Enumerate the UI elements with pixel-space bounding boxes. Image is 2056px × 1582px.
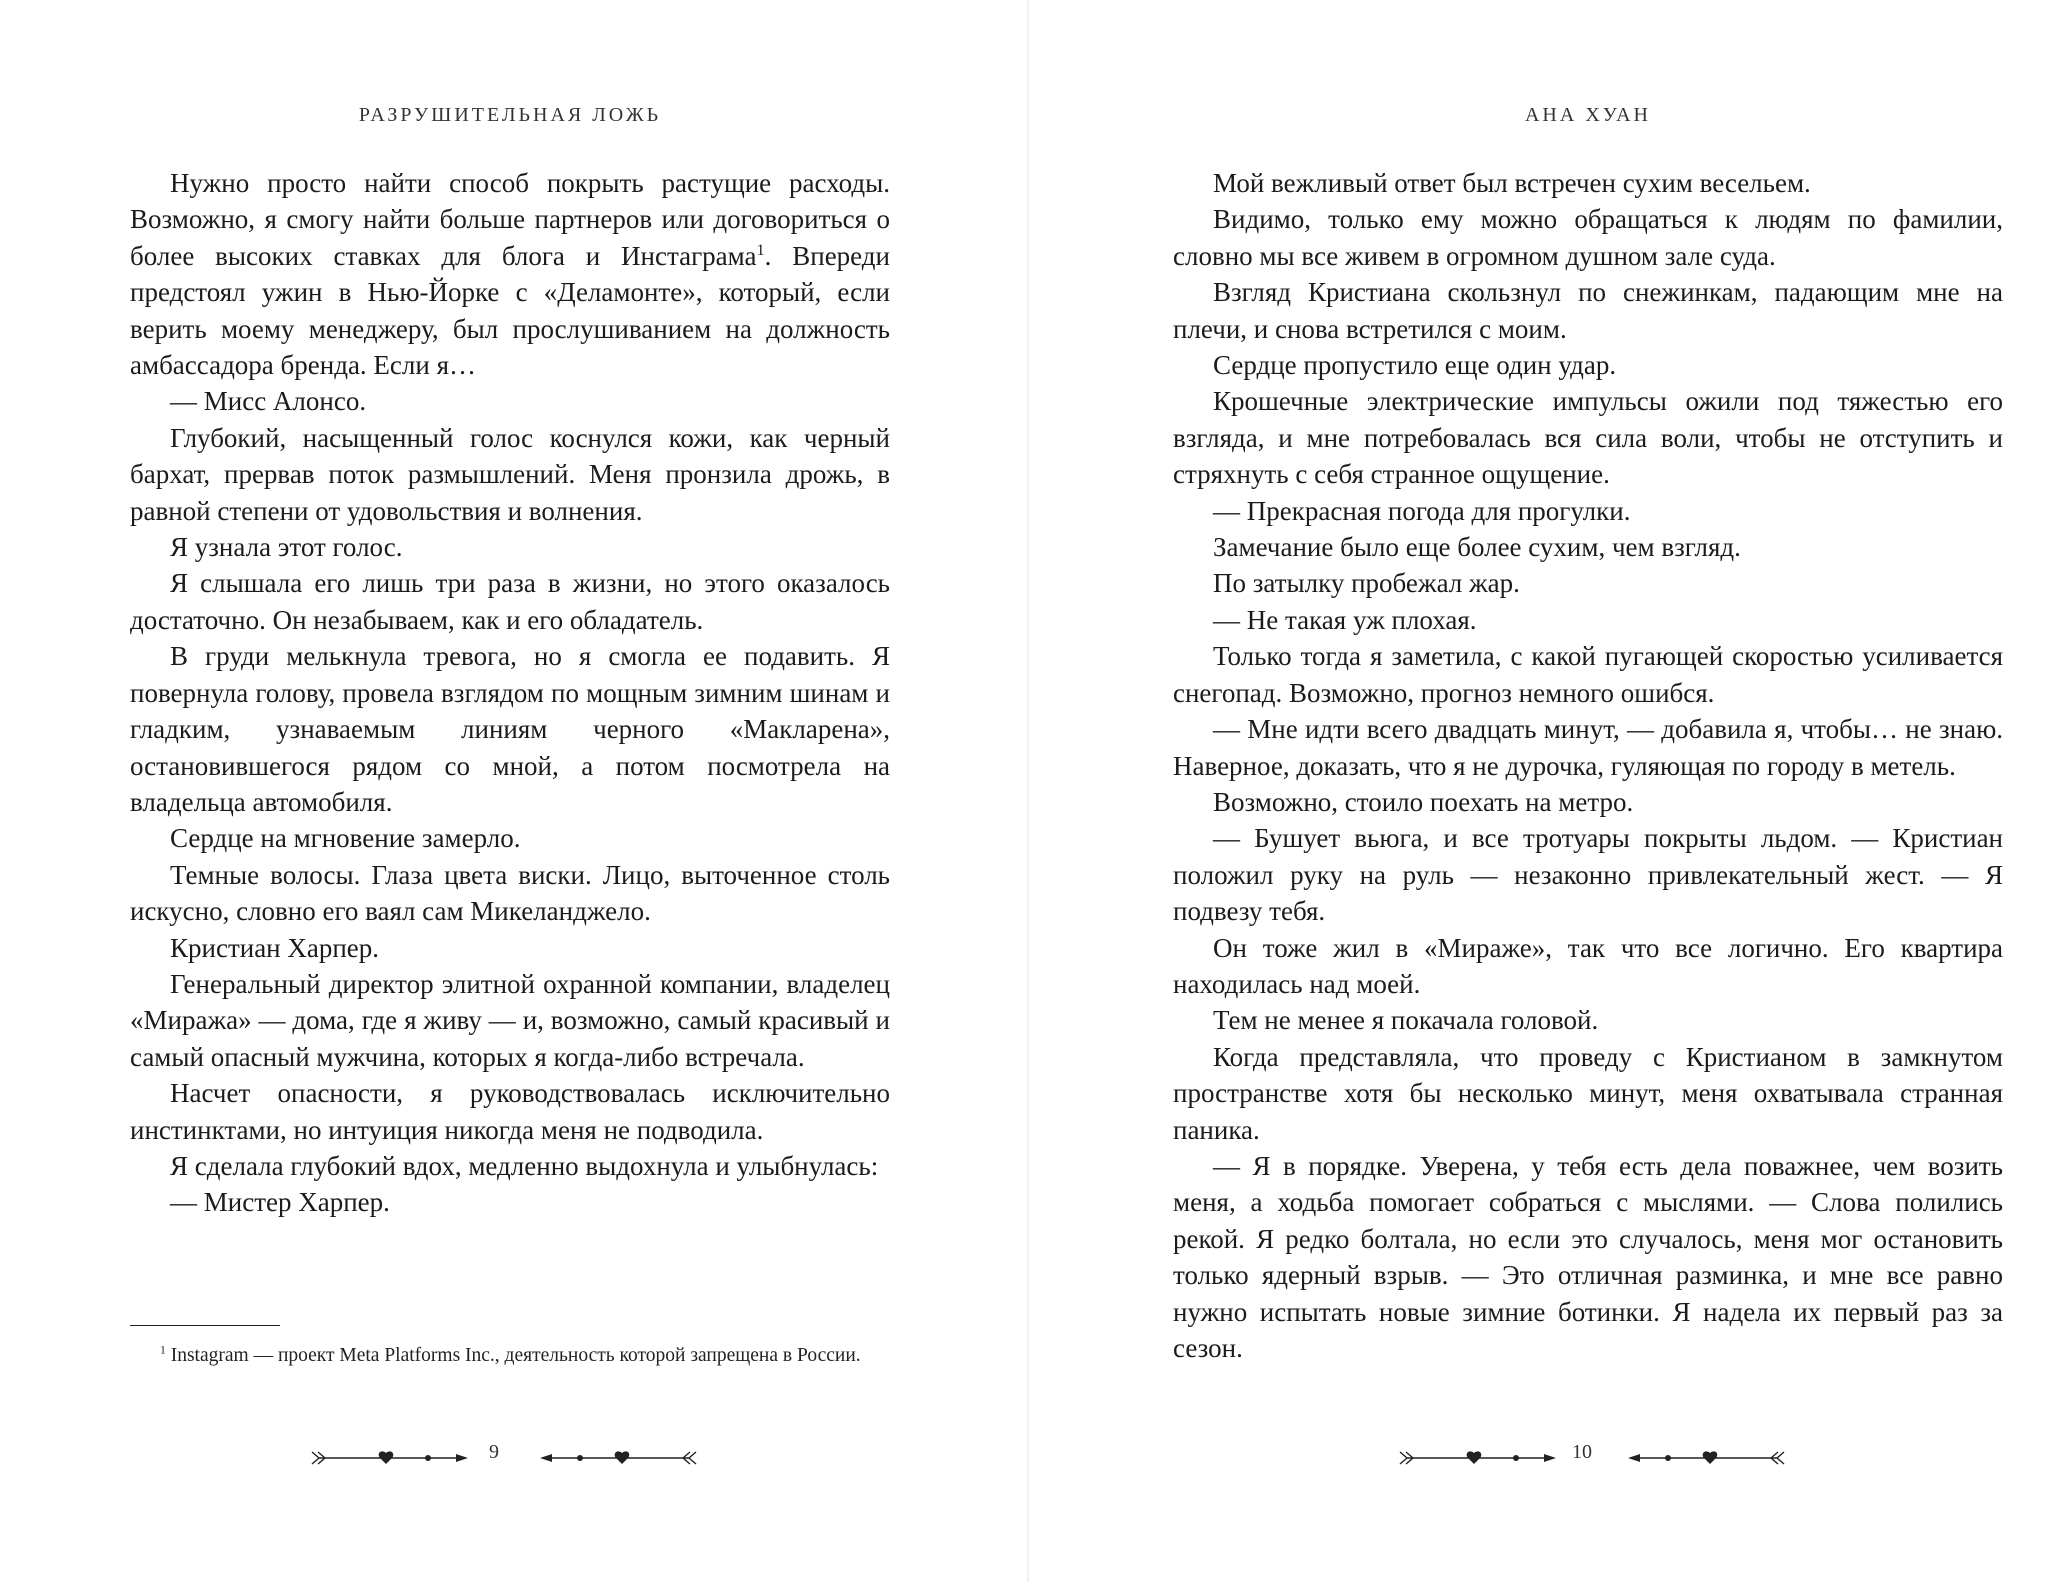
paragraph-8: Темные волосы. Глаза цвета виски. Лицо, выточенное столь искусно, словно его ваял сам Микеланджело. [130, 859, 890, 927]
paragraph-17: — Я в порядке. Уверена, у тебя есть дела поважнее, чем возить меня, а ходьба помогает собраться с мыслями. — Слова полились рекой. Я редко болтала, но если это случалось, меня мог остановить только ядерный взрыв. — Это отличная разминка, и мне все равно нужно испытать новые зимние ботинки. Я надела их первый раз за сезон. [1173, 1150, 2003, 1363]
paragraph-15: Тем не менее я покачала головой. [1213, 1005, 1599, 1036]
paragraph-13: — Бушует вьюга, и все тротуары покрыты льдом. — Кристиан положил руку на руль — незаконно привлекательный жест. — Я подвезу тебя. [1173, 823, 2003, 927]
paragraph-13: — Мистер Харпер. [170, 1187, 390, 1218]
paragraph-12: Я сделала глубокий вдох, медленно выдохнула и улыбнулась: [170, 1150, 879, 1181]
footnote-number: 1 [160, 1343, 166, 1357]
footnote-mark: 1 [756, 240, 765, 259]
paragraph-11: Насчет опасности, я руководствовалась исключительно инстинктами, но интуиция никогда меня не подводила. [130, 1078, 890, 1145]
paragraph-9: — Не такая уж плохая. [1213, 604, 1477, 635]
paragraph-9: Кристиан Харпер. [170, 932, 380, 963]
paragraph-11: — Мне идти всего двадцать минут, — добавила я, чтобы… не знаю. Наверное, доказать, что я не дурочка, гуляющая по городу в метель. [1173, 714, 2003, 781]
paragraph-5: Я слышала его лишь три раза в жизни, но этого оказалось достаточно. Он незабываем, как и его обладатель. [130, 568, 890, 635]
paragraph-1: Нужно просто найти способ покрыть растущие расходы. Возможно, я смогу найти больше партнеров или договориться о более высоких ставках для блога и Инстаграма$^1$. Впереди предстоял ужин в Нью-Йорке с «Деламонте», который, если верить моему менеджеру, был прослушиванием на должность амбассадора бренда. Если я… [130, 168, 890, 381]
footnote-text: Instagram — проект Meta Platforms Inc., деятельность которой запрещена в России. [170, 1345, 861, 1366]
page-number: 9 [489, 1441, 499, 1463]
heart-arrow-ornament-icon [1616, 1446, 1786, 1470]
right-folio [1028, 1441, 2056, 1470]
paragraph-4: Сердце пропустило еще один удар. [1213, 350, 1617, 381]
heart-arrow-ornament-icon [528, 1446, 698, 1470]
left-folio [0, 1441, 1028, 1470]
footnote [130, 1341, 890, 1371]
footnote-divider [130, 1325, 280, 1326]
right-page [1028, 0, 2056, 1582]
page-number: 10 [1572, 1441, 1592, 1463]
running-head-title: РАЗРУШИТЕЛЬНАЯ ЛОЖЬ [358, 104, 662, 126]
paragraph-14: Он тоже жил в «Мираже», так что все логично. Его квартира находилась над моей. [1173, 932, 2003, 999]
paragraph-7: Замечание было еще более сухим, чем взгляд. [1213, 532, 1741, 563]
paragraph-2: Видимо, только ему можно обращаться к людям по фамилии, словно мы все живем в огромном душном зале суда. [1173, 204, 2003, 271]
paragraph-5: Крошечные электрические импульсы ожили под тяжестью его взгляда, и мне потребовалась вся сила воли, чтобы не отступить и стряхнуть с себя странное ощущение. [1173, 386, 2003, 490]
paragraph-3: Глубокий, насыщенный голос коснулся кожи, как черный бархат, прервав поток размышлений. Меня пронзила дрожь, в равной степени от удовольствия и волнения. [130, 422, 890, 526]
paragraph-4: Я узнала этот голос. [170, 532, 403, 563]
right-page-body [1173, 165, 2003, 1366]
paragraph-8: По затылку пробежал жар. [1213, 568, 1520, 599]
paragraph-2: — Мисс Алонсо. [170, 386, 367, 417]
left-page-body [130, 165, 890, 1221]
paragraph-1: Мой вежливый ответ был встречен сухим весельем. [1213, 168, 1811, 198]
paragraph-7: Сердце на мгновение замерло. [170, 823, 521, 854]
running-head-author: АНА ХУАН [1524, 104, 1651, 126]
paragraph-10: Генеральный директор элитной охранной компании, владелец «Миража» — дома, где я живу — и, возможно, самый красивый и самый опасный мужчина, которых я когда-либо встречала. [130, 968, 890, 1072]
paragraph-16: Когда представляла, что проведу с Кристианом в замкнутом пространстве хотя бы несколько минут, меня охватывала странная паника. [1173, 1041, 2003, 1145]
paragraph-3: Взгляд Кристиана скользнул по снежинкам, падающим мне на плечи, и снова встретился с моим. [1173, 277, 2003, 344]
paragraph-6: В груди мелькнула тревога, но я смогла ее подавить. Я повернула голову, провела взглядом по мощным зимним шинам и гладким, узнаваемым линиям черного «Макларена», остановившегося рядом со мной, а потом посмотрела на владельца автомобиля. [130, 641, 890, 817]
paragraph-12: Возможно, стоило поехать на метро. [1213, 786, 1634, 817]
paragraph-6: — Прекрасная погода для прогулки. [1213, 495, 1631, 526]
paragraph-10: Только тогда я заметила, с какой пугающей скоростью усиливается снегопад. Возможно, прогноз немного ошибся. [1173, 641, 2003, 708]
